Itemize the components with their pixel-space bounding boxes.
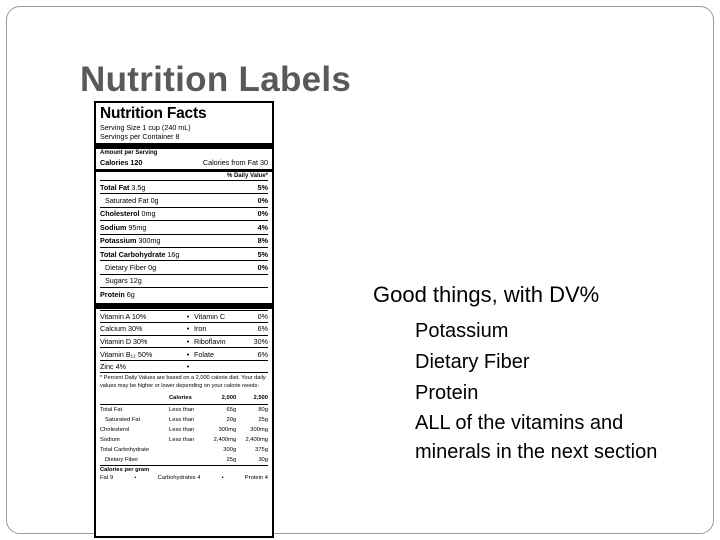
vitamin-dv: 4% xyxy=(115,362,126,372)
vitamin-name: Folate xyxy=(194,349,214,359)
good-things-heading: Good things, with DV% xyxy=(373,282,600,307)
divider-thick xyxy=(96,143,272,149)
bullet-text: Dietary Fiber xyxy=(415,351,530,373)
table-cell: 2,400mg xyxy=(245,436,268,443)
table-cell: 300mg xyxy=(218,426,237,433)
table-cell: Less than xyxy=(169,426,195,433)
servings-per-container: Servings per Container 8 xyxy=(100,132,180,141)
nutrient-row xyxy=(100,274,268,287)
table-row xyxy=(100,425,268,435)
bullet-text: Potassium xyxy=(415,320,509,342)
nutrient-dv: 5% xyxy=(257,182,268,192)
nutrient-dv: 0% xyxy=(257,263,268,273)
nutrient-row xyxy=(100,180,268,193)
nutrient-row xyxy=(100,287,268,300)
nutrient-amount: 300mg xyxy=(138,236,161,246)
table-cell: Sodium xyxy=(100,436,120,443)
nutrient-dv: 8% xyxy=(257,236,268,246)
nutrient-name: Cholesterol xyxy=(100,209,140,219)
nutrient-list xyxy=(100,180,268,301)
vitamin-name: Iron xyxy=(194,324,207,334)
vitamin-dv: 0% xyxy=(257,311,268,321)
nutrient-name: Dietary Fiber xyxy=(105,263,147,273)
table-cell: Total Fat xyxy=(100,406,123,413)
nutrient-name: Total Carbohydrate xyxy=(100,249,166,259)
nutrient-row xyxy=(100,260,268,273)
nutrient-amount: 3.5g xyxy=(131,182,146,192)
nutrient-row xyxy=(100,234,268,247)
table-cell: Total Carbohydrate xyxy=(100,447,149,454)
calories: Calories 120 xyxy=(100,157,143,167)
table-cell: Cholesterol xyxy=(100,426,130,433)
nutrient-amount: 0g xyxy=(150,196,159,206)
table-cell: 80g xyxy=(258,406,268,413)
table-cell: 300g xyxy=(223,447,237,454)
nutrient-name: Sodium xyxy=(100,222,127,232)
per-gram-fat: Fat 9 xyxy=(100,474,114,481)
table-cell: 2,400mg xyxy=(213,436,237,443)
nutrition-facts-title: Nutrition Facts xyxy=(100,105,207,122)
vitamin-dv: 30% xyxy=(127,324,143,334)
per-gram-row xyxy=(100,475,268,482)
table-cell: 30g xyxy=(258,457,268,464)
nutrient-dv: 4% xyxy=(257,222,268,232)
vitamin-dv: 50% xyxy=(137,349,153,359)
vitamin-row xyxy=(100,360,268,373)
table-row xyxy=(100,455,268,465)
vitamin-name: Calcium xyxy=(100,324,126,334)
nutrient-amount: 12g xyxy=(129,276,142,286)
bullet-item xyxy=(396,409,696,467)
vitamin-name: Vitamin B₁₂ xyxy=(100,349,136,359)
daily-values-table xyxy=(100,392,268,465)
nutrient-name: Saturated Fat xyxy=(105,196,149,206)
table-header-cell: Calories xyxy=(169,392,204,404)
table-cell: Less than xyxy=(169,436,195,443)
table-cell: Less than xyxy=(169,416,195,423)
table-cell: Less than xyxy=(169,406,195,413)
vitamin-separator: • xyxy=(186,362,190,372)
divider-mid xyxy=(96,169,272,172)
vitamin-name: Riboflavin xyxy=(194,337,226,346)
vitamin-row xyxy=(100,310,268,323)
dv-header: % Daily Value* xyxy=(226,172,268,179)
table-cell: 25g xyxy=(226,457,237,464)
table-cell: 25g xyxy=(258,416,268,423)
table-row xyxy=(100,404,268,415)
table-header-cell: 2,000 xyxy=(204,392,236,404)
vitamin-dv: 30% xyxy=(133,337,148,346)
table-cell xyxy=(169,445,204,455)
bullet-box-icon xyxy=(396,316,415,347)
bullet-item xyxy=(396,378,696,409)
table-row xyxy=(100,415,268,425)
vitamin-name: Zinc xyxy=(100,362,114,372)
table-header-cell: 2,500 xyxy=(236,392,268,404)
vitamin-separator: • xyxy=(186,337,190,346)
nutrient-dv: 0% xyxy=(257,209,268,219)
nutrient-name: Potassium xyxy=(100,236,137,246)
table-header-cell xyxy=(100,392,169,404)
vitamin-dv: 6% xyxy=(257,324,268,334)
amount-per-serving: Amount per Serving xyxy=(100,150,158,156)
vitamin-row xyxy=(100,347,268,360)
per-gram-sep: • xyxy=(134,474,137,481)
nutrient-row xyxy=(100,193,268,206)
table-cell: Saturated Fat xyxy=(105,416,141,423)
table-cell: 375g xyxy=(255,447,268,454)
bullet-text: Protein xyxy=(415,382,479,404)
good-things-list xyxy=(396,316,696,467)
nutrient-name: Total Fat xyxy=(100,182,130,192)
bullet-box-icon xyxy=(396,409,415,467)
slide-title: Nutrition Labels xyxy=(80,60,352,99)
calories-per-gram: Calories per gram xyxy=(100,465,268,474)
nutrient-name: Sugars xyxy=(105,276,128,286)
nutrient-amount: 0mg xyxy=(141,209,156,219)
serving-size: Serving Size 1 cup (240 mL) xyxy=(100,123,191,132)
calories-from-fat: Calories from Fat 30 xyxy=(202,157,268,167)
nutrient-dv: 5% xyxy=(257,249,268,259)
bullet-box-icon xyxy=(396,378,415,409)
table-header xyxy=(100,392,268,404)
nutrient-amount: 95mg xyxy=(128,222,147,232)
vitamin-dv: 10% xyxy=(131,311,147,321)
vitamin-name: Vitamin A xyxy=(100,311,130,321)
nutrition-facts-label xyxy=(94,101,274,538)
nutrient-amount: 0g xyxy=(148,263,157,273)
vitamin-row xyxy=(100,322,268,335)
vitamin-name: Vitamin C xyxy=(194,311,226,321)
per-gram-carb: Carbohydrates 4 xyxy=(157,474,201,481)
vitamin-name: Vitamin D xyxy=(100,337,132,346)
table-row xyxy=(100,445,268,455)
nutrient-amount: 16g xyxy=(167,249,180,259)
bullet-item xyxy=(396,347,696,378)
table-cell: 65g xyxy=(226,406,237,413)
nutrient-row xyxy=(100,220,268,233)
nutrient-row xyxy=(100,207,268,220)
vitamin-row xyxy=(100,335,268,348)
nutrient-dv: 0% xyxy=(257,196,268,206)
per-gram-protein: Protein 4 xyxy=(244,474,268,481)
bullet-box-icon xyxy=(396,347,415,378)
bullet-text: ALL of the vitamins and minerals in the next section xyxy=(415,412,658,463)
table-cell xyxy=(169,455,204,465)
calories-line xyxy=(100,158,268,167)
nutrient-amount: 6g xyxy=(126,289,135,299)
nutrient-row xyxy=(100,247,268,260)
vitamin-separator: • xyxy=(186,324,190,334)
per-gram-sep: • xyxy=(221,474,224,481)
vitamin-separator: • xyxy=(186,311,190,321)
vitamin-list xyxy=(100,310,268,373)
nutrient-name: Protein xyxy=(100,289,125,299)
table-cell: 20g xyxy=(226,416,237,423)
bullet-item xyxy=(396,316,696,347)
divider-thick xyxy=(96,303,272,309)
table-cell: Dietary Fiber xyxy=(105,457,139,464)
table-cell: 300mg xyxy=(250,426,268,433)
vitamin-dv: 6% xyxy=(257,349,268,359)
table-row xyxy=(100,435,268,445)
footnote: * Percent Daily Values are based on a 2,000 calorie diet. Your daily values may be higher or lower depending on your calorie needs: xyxy=(100,375,266,389)
vitamin-dv: 30% xyxy=(253,337,268,346)
vitamin-separator: • xyxy=(186,349,190,359)
